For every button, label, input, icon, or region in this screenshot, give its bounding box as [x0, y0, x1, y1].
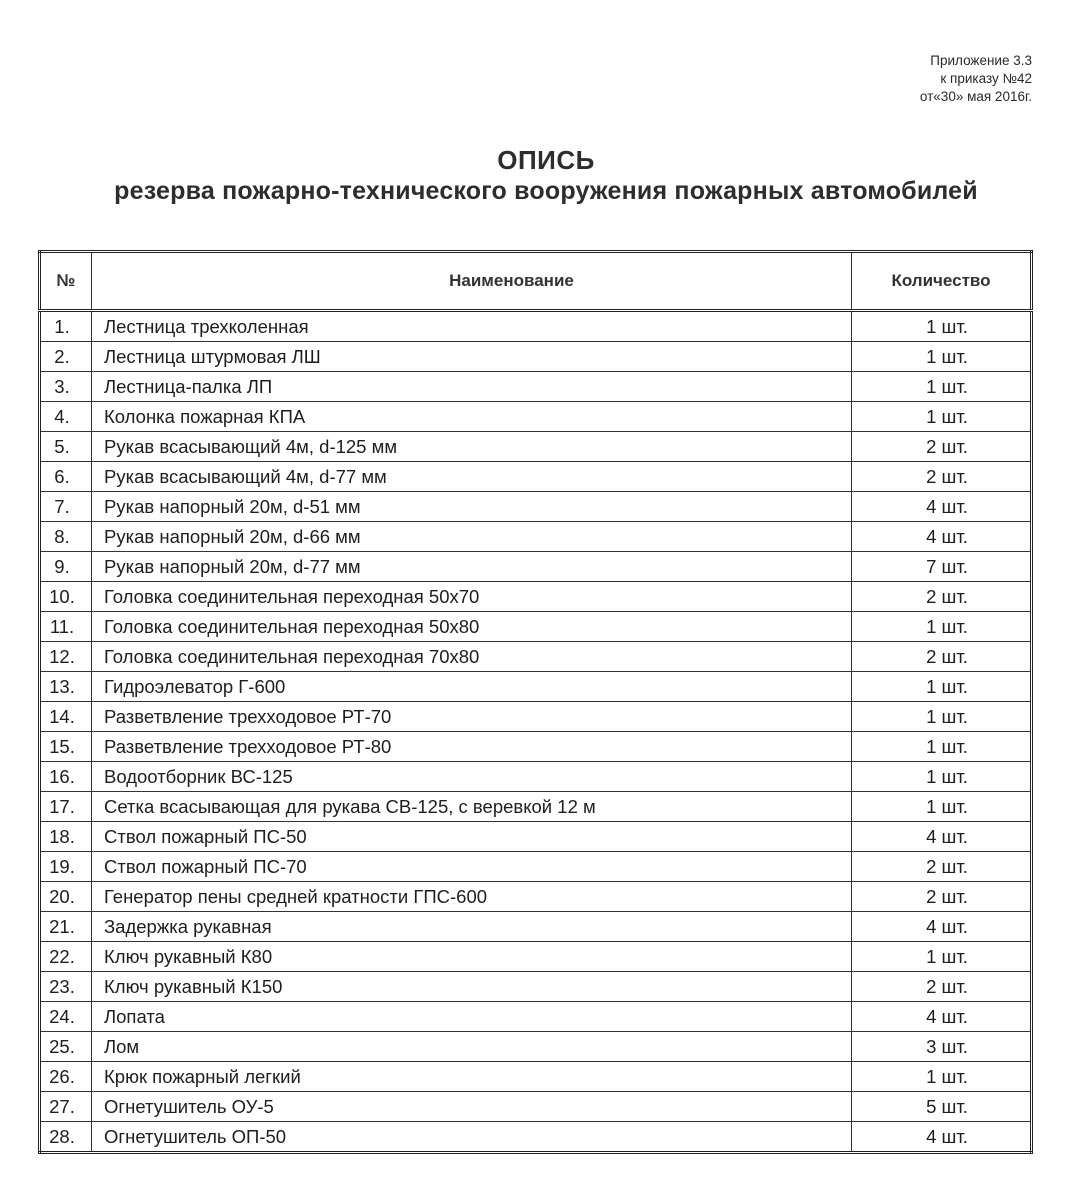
- item-name: Задержка рукавная: [92, 912, 852, 942]
- table-row: [40, 972, 1032, 1002]
- item-name: Головка соединительная переходная 70х80: [92, 642, 852, 672]
- item-quantity: 4 шт.: [852, 492, 1032, 522]
- item-name: Рукав напорный 20м, d-77 мм: [92, 552, 852, 582]
- item-quantity: 1 шт.: [852, 762, 1032, 792]
- column-header-number: №: [40, 252, 92, 311]
- table-row: [40, 1002, 1032, 1032]
- column-header-name: Наименование: [92, 252, 852, 311]
- row-number: 4.: [40, 402, 92, 432]
- row-number: 14.: [40, 702, 92, 732]
- row-number: 15.: [40, 732, 92, 762]
- document-title: ОПИСЬ: [497, 145, 595, 175]
- column-header-quantity: Количество: [852, 252, 1032, 311]
- row-number: 3.: [40, 372, 92, 402]
- table-row: [40, 1062, 1032, 1092]
- item-name: Рукав всасывающий 4м, d-125 мм: [92, 432, 852, 462]
- item-quantity: 4 шт.: [852, 1002, 1032, 1032]
- row-number: 1.: [40, 311, 92, 342]
- table-row: [40, 912, 1032, 942]
- item-quantity: 2 шт.: [852, 642, 1032, 672]
- table-row: [40, 792, 1032, 822]
- row-number: 11.: [40, 612, 92, 642]
- row-number: 17.: [40, 792, 92, 822]
- table-row: [40, 522, 1032, 552]
- item-quantity: 1 шт.: [852, 732, 1032, 762]
- row-number: 21.: [40, 912, 92, 942]
- table-row: [40, 582, 1032, 612]
- row-number: 13.: [40, 672, 92, 702]
- document-subtitle: резерва пожарно-технического вооружения пожарных автомобилей: [114, 177, 978, 205]
- row-number: 22.: [40, 942, 92, 972]
- item-name: Крюк пожарный легкий: [92, 1062, 852, 1092]
- item-quantity: 1 шт.: [852, 702, 1032, 732]
- item-quantity: 1 шт.: [852, 342, 1032, 372]
- table-row: [40, 882, 1032, 912]
- table-row: [40, 732, 1032, 762]
- row-number: 5.: [40, 432, 92, 462]
- item-quantity: 4 шт.: [852, 822, 1032, 852]
- item-name: Лестница трехколенная: [92, 311, 852, 342]
- row-number: 24.: [40, 1002, 92, 1032]
- table-row: [40, 762, 1032, 792]
- table-row: [40, 462, 1032, 492]
- item-name: Огнетушитель ОУ-5: [92, 1092, 852, 1122]
- table-body: [40, 311, 1032, 1153]
- item-quantity: 7 шт.: [852, 552, 1032, 582]
- row-number: 20.: [40, 882, 92, 912]
- item-name: Рукав напорный 20м, d-51 мм: [92, 492, 852, 522]
- item-quantity: 2 шт.: [852, 972, 1032, 1002]
- table-row: [40, 492, 1032, 522]
- table-row: [40, 311, 1032, 342]
- item-quantity: 1 шт.: [852, 672, 1032, 702]
- table-row: [40, 1032, 1032, 1062]
- item-name: Ствол пожарный ПС-70: [92, 852, 852, 882]
- item-name: Водоотборник ВС-125: [92, 762, 852, 792]
- appendix-line: от«30» мая 2016г.: [919, 89, 1032, 104]
- item-name: Лом: [92, 1032, 852, 1062]
- row-number: 25.: [40, 1032, 92, 1062]
- item-quantity: 1 шт.: [852, 1062, 1032, 1092]
- row-number: 10.: [40, 582, 92, 612]
- row-number: 2.: [40, 342, 92, 372]
- item-quantity: 4 шт.: [852, 1122, 1032, 1153]
- row-number: 9.: [40, 552, 92, 582]
- item-name: Рукав всасывающий 4м, d-77 мм: [92, 462, 852, 492]
- table-header-row: [40, 252, 1032, 311]
- table-row: [40, 552, 1032, 582]
- table-row: [40, 702, 1032, 732]
- row-number: 26.: [40, 1062, 92, 1092]
- table-row: [40, 402, 1032, 432]
- table-row: [40, 342, 1032, 372]
- item-quantity: 4 шт.: [852, 912, 1032, 942]
- row-number: 23.: [40, 972, 92, 1002]
- row-number: 12.: [40, 642, 92, 672]
- row-number: 19.: [40, 852, 92, 882]
- item-quantity: 2 шт.: [852, 582, 1032, 612]
- row-number: 27.: [40, 1092, 92, 1122]
- item-name: Разветвление трехходовое РТ-70: [92, 702, 852, 732]
- appendix-note: [920, 52, 1032, 106]
- table-row: [40, 1092, 1032, 1122]
- item-name: Колонка пожарная КПА: [92, 402, 852, 432]
- item-name: Сетка всасывающая для рукава СВ-125, с веревкой 12 м: [92, 792, 852, 822]
- item-name: Ключ рукавный К80: [92, 942, 852, 972]
- item-quantity: 2 шт.: [852, 882, 1032, 912]
- item-quantity: 4 шт.: [852, 522, 1032, 552]
- item-name: Лопата: [92, 1002, 852, 1032]
- item-name: Разветвление трехходовое РТ-80: [92, 732, 852, 762]
- table-row: [40, 642, 1032, 672]
- item-name: Лестница-палка ЛП: [92, 372, 852, 402]
- item-name: Головка соединительная переходная 50х70: [92, 582, 852, 612]
- item-name: Гидроэлеватор Г-600: [92, 672, 852, 702]
- item-quantity: 1 шт.: [852, 372, 1032, 402]
- item-quantity: 2 шт.: [852, 432, 1032, 462]
- item-quantity: 2 шт.: [852, 852, 1032, 882]
- table-row: [40, 672, 1032, 702]
- row-number: 18.: [40, 822, 92, 852]
- table-row: [40, 852, 1032, 882]
- item-name: Ствол пожарный ПС-50: [92, 822, 852, 852]
- table-row: [40, 612, 1032, 642]
- table-row: [40, 372, 1032, 402]
- item-name: Лестница штурмовая ЛШ: [92, 342, 852, 372]
- table-row: [40, 1122, 1032, 1153]
- row-number: 7.: [40, 492, 92, 522]
- item-quantity: 1 шт.: [852, 792, 1032, 822]
- row-number: 8.: [40, 522, 92, 552]
- row-number: 16.: [40, 762, 92, 792]
- item-quantity: 1 шт.: [852, 612, 1032, 642]
- item-quantity: 1 шт.: [852, 402, 1032, 432]
- appendix-line: к приказу №42: [940, 71, 1032, 86]
- row-number: 6.: [40, 462, 92, 492]
- row-number: 28.: [40, 1122, 92, 1153]
- table-row: [40, 942, 1032, 972]
- inventory-table: [38, 250, 1033, 1154]
- appendix-line: Приложение 3.3: [930, 53, 1032, 68]
- item-name: Огнетушитель ОП-50: [92, 1122, 852, 1153]
- item-quantity: 1 шт.: [852, 942, 1032, 972]
- item-quantity: 2 шт.: [852, 462, 1032, 492]
- item-quantity: 5 шт.: [852, 1092, 1032, 1122]
- item-quantity: 3 шт.: [852, 1032, 1032, 1062]
- item-name: Головка соединительная переходная 50х80: [92, 612, 852, 642]
- item-quantity: 1 шт.: [852, 311, 1032, 342]
- item-name: Генератор пены средней кратности ГПС-600: [92, 882, 852, 912]
- item-name: Рукав напорный 20м, d-66 мм: [92, 522, 852, 552]
- table-row: [40, 432, 1032, 462]
- item-name: Ключ рукавный К150: [92, 972, 852, 1002]
- table-row: [40, 822, 1032, 852]
